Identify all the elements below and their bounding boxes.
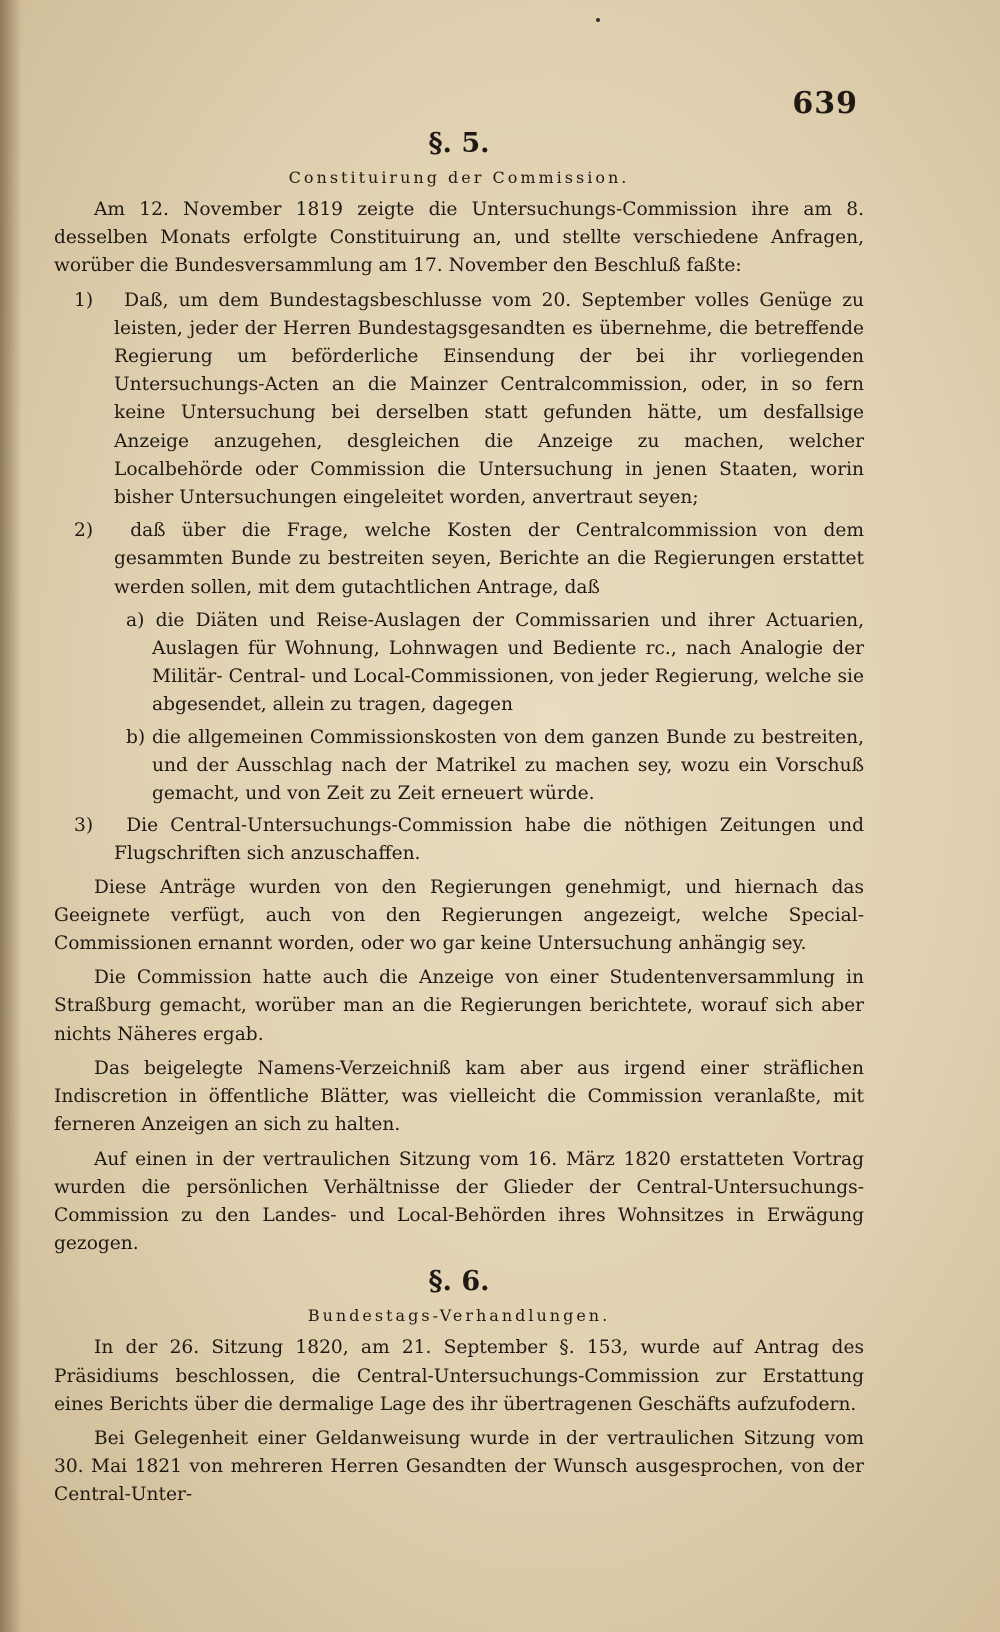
- list-item-1-text: Daß, um dem Bundestagsbeschlusse vom 20. September volles Genüge zu leisten, jeder der Herren Bundestagsgesandten es übernehme, die betreffende Regierung um beförderliche Einsendung der bei ihr vorliegenden Untersuchungs-Acten an die Mainzer Centralcommission, oder, in so fern keine Untersuchung bei derselben statt gefunden hätte, um desfallsige Anzeige anzugehen, desgleichen die Anzeige zu machen, welcher Localbehörde oder Commission die Untersuchung in jenen Staaten, worin bisher Untersuchungen eingeleitet worden, anvertraut seyen;: [114, 289, 864, 509]
- page-body: [54, 126, 864, 1516]
- sub-item-a-letter: a): [126, 609, 145, 631]
- paragraph-6: In der 26. Sitzung 1820, am 21. September §. 153, wurde auf Antrag des Präsidiums beschlossen, die Central-Untersuchungs-Commission zur Erstattung eines Berichts über die dermalige Lage des ihr übertragenen Geschäfts aufzufodern.: [54, 1337, 864, 1415]
- list-item-3-number: 3): [74, 815, 94, 837]
- list-item-3: [74, 812, 864, 868]
- list-item-2-number: 2): [74, 520, 94, 542]
- paragraph-3: Die Commission hatte auch die Anzeige von einer Studentenversammlung in Straßburg gemacht, worüber man an die Regierungen berichtete, worauf sich aber nichts Näheres ergab.: [54, 967, 864, 1045]
- sub-item-b: [90, 724, 864, 809]
- section-6-title: Bundestags-Verhandlungen.: [307, 1306, 611, 1326]
- list-item-1: [74, 287, 864, 513]
- list-item-3-text: Die Central-Untersuchungs-Commission habe die nöthigen Zeitungen und Flugschriften sich anzuschaffen.: [114, 815, 864, 865]
- paragraph-1: Am 12. November 1819 zeigte die Untersuchungs-Commission ihre am 8. desselben Monats erfolgte Constituirung an, und stellte verschiedene Anfragen, worüber die Bundesversammlung am 17. November den Beschluß faßte:: [54, 199, 864, 277]
- sub-item-b-letter: b): [126, 726, 146, 748]
- paragraph-2: Diese Anträge wurden von den Regierungen genehmigt, und hiernach das Geeignete verfügt, auch von den Regierungen angezeigt, welche Special-Commissionen ernannt worden, oder wo gar keine Untersuchung anhängig sey.: [54, 876, 864, 955]
- sub-item-a-text: die Diäten und Reise-Auslagen der Commissarien und ihrer Actuarien, Auslagen für Wohnung, Lohnwagen und Bediente rc., nach Analogie der Militär- Central- und Local-Commissionen, von jeder Regierung, welche sie abgesendet, allein zu tragen, dagegen: [152, 609, 864, 716]
- sub-item-a: [90, 607, 864, 720]
- section-5-title: Constituirung der Commission.: [288, 168, 630, 187]
- page-number: 639: [792, 86, 858, 121]
- sub-item-b-text: die allgemeinen Commissionskosten von dem ganzen Bunde zu bestreiten, und der Ausschlag nach der Matrikel zu machen sey, wozu ein Vorschuß gemacht, und von Zeit zu Zeit erneuert würde.: [152, 726, 864, 805]
- list-item-1-number: 1): [74, 289, 94, 311]
- paragraph-5: Auf einen in der vertraulichen Sitzung vom 16. März 1820 erstatteten Vortrag wurden die persönlichen Verhältnisse der Glieder der Central-Untersuchungs-Commission zu den Landes- und Local-Behörden ihres Wohnsitzes in Erwägung gezogen.: [54, 1148, 864, 1255]
- list-item-2: [74, 517, 864, 602]
- list-item-2-text: daß über die Frage, welche Kosten der Centralcommission von dem gesammten Bunde zu bestreiten seyen, Berichte an die Regierungen erstattet werden sollen, mit dem gutachtlichen Antrage, daß: [114, 520, 864, 598]
- section-6-heading: §. 6.: [428, 1266, 490, 1298]
- paragraph-7: Bei Gelegenheit einer Geldanweisung wurde in der vertraulichen Sitzung vom 30. Mai 1821 von mehreren Herren Gesandten der Wunsch ausgesprochen, von der Central-Unter-: [54, 1427, 864, 1506]
- section-5-heading: §. 5.: [428, 128, 490, 159]
- paragraph-4: Das beigelegte Namens-Verzeichniß kam aber aus irgend einer sträflichen Indiscretion in öffentliche Blätter, was vielleicht die Commission veranlaßte, mit ferneren Anzeigen an sich zu halten.: [54, 1057, 864, 1136]
- ink-speck: [596, 18, 600, 22]
